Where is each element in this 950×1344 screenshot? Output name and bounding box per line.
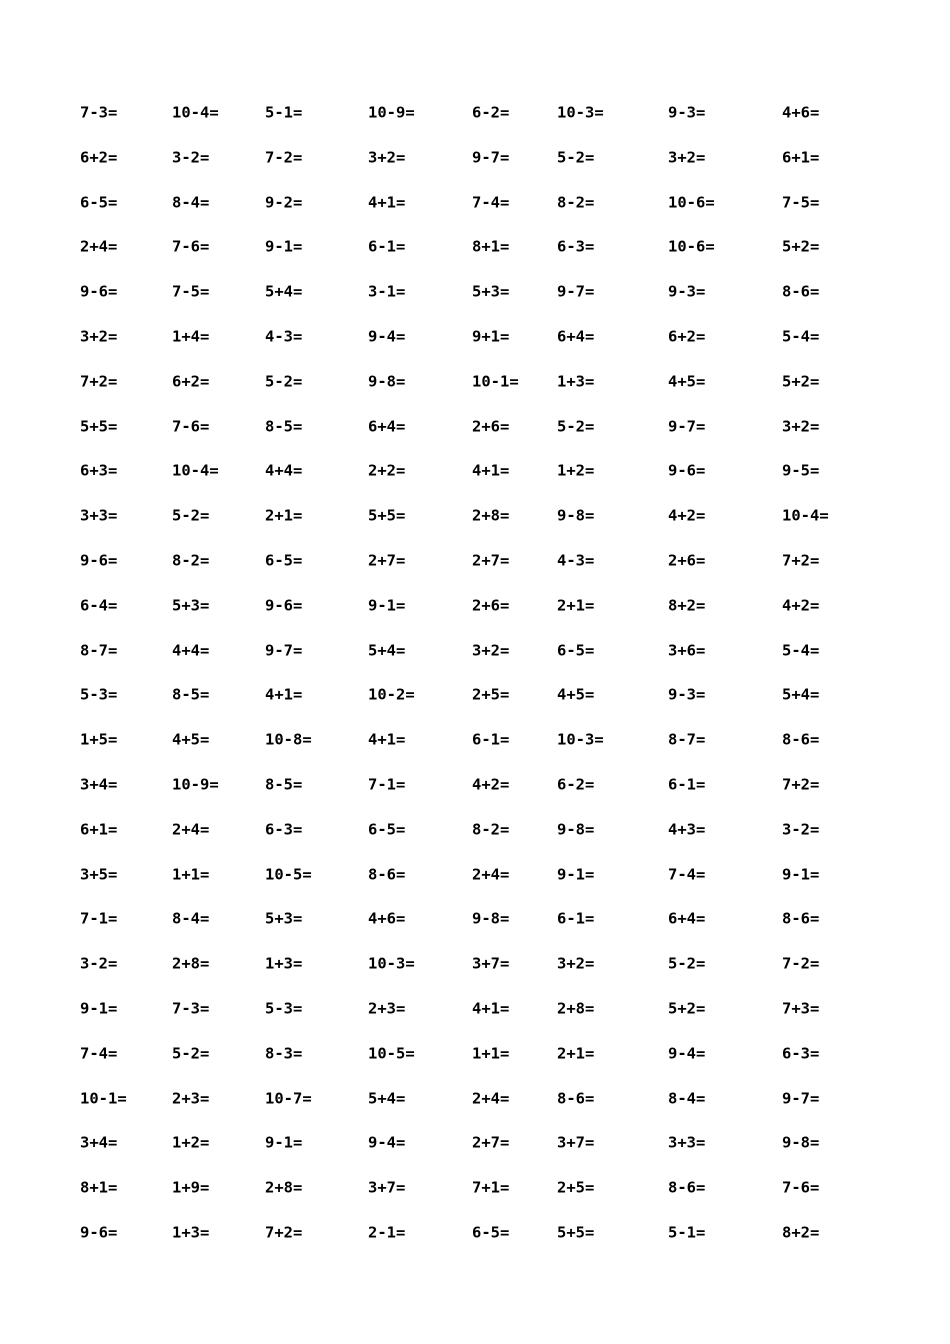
math-problem: 10-4= <box>782 506 829 525</box>
math-problem: 5-4= <box>782 327 820 346</box>
math-problem: 10-4= <box>172 461 219 480</box>
math-problem: 2+8= <box>265 1178 303 1197</box>
math-problem: 4+3= <box>668 820 706 839</box>
math-problem: 3+2= <box>368 148 406 167</box>
math-problem: 6+2= <box>668 327 706 346</box>
math-problem: 3+6= <box>668 640 706 659</box>
math-problem: 6+4= <box>668 909 706 928</box>
math-problem: 4+1= <box>265 685 303 704</box>
math-problem: 4+4= <box>172 640 210 659</box>
math-problem: 10-3= <box>368 954 415 973</box>
math-problem: 7-3= <box>80 103 118 122</box>
math-problem: 5-2= <box>172 506 210 525</box>
math-problem: 3-2= <box>80 954 118 973</box>
math-problem: 6-1= <box>368 237 406 256</box>
math-problem: 8-5= <box>172 685 210 704</box>
math-problem: 7+2= <box>80 372 118 391</box>
math-problem: 10-3= <box>557 103 604 122</box>
math-problem: 8-6= <box>782 909 820 928</box>
math-problem: 6-2= <box>557 775 595 794</box>
math-problem: 3+2= <box>557 954 595 973</box>
math-problem: 10-9= <box>172 775 219 794</box>
math-problem: 3+5= <box>80 864 118 883</box>
math-problem: 9-8= <box>782 1133 820 1152</box>
math-problem: 7+3= <box>782 999 820 1018</box>
math-problem: 5+5= <box>368 506 406 525</box>
math-problem: 8-2= <box>557 192 595 211</box>
math-problem: 7-5= <box>782 192 820 211</box>
math-problem: 6+1= <box>80 820 118 839</box>
math-problem: 8-6= <box>557 1088 595 1107</box>
math-problem: 5-3= <box>80 685 118 704</box>
math-problem: 8-2= <box>472 820 510 839</box>
math-problem: 7+1= <box>472 1178 510 1197</box>
math-problem: 9-1= <box>368 596 406 615</box>
math-problem: 5-2= <box>668 954 706 973</box>
math-problem: 4+5= <box>172 730 210 749</box>
math-problem: 4+1= <box>472 461 510 480</box>
math-problem: 2+3= <box>172 1088 210 1107</box>
math-problem: 5+2= <box>782 237 820 256</box>
math-problem: 2+4= <box>472 1088 510 1107</box>
math-problem: 1+3= <box>172 1223 210 1242</box>
math-problem: 7-1= <box>368 775 406 794</box>
math-problem: 10-8= <box>265 730 312 749</box>
math-problem: 4+5= <box>668 372 706 391</box>
math-problem: 5+4= <box>368 640 406 659</box>
math-problem: 9-6= <box>80 1223 118 1242</box>
math-problem: 6-5= <box>265 551 303 570</box>
math-problem: 9-4= <box>668 1044 706 1063</box>
math-problem: 2+4= <box>80 237 118 256</box>
math-problem: 6+3= <box>80 461 118 480</box>
math-problem: 10-3= <box>557 730 604 749</box>
math-problem: 6+4= <box>368 416 406 435</box>
math-problem: 4+4= <box>265 461 303 480</box>
math-problem: 6-2= <box>472 103 510 122</box>
math-problem: 10-1= <box>80 1088 127 1107</box>
math-problem: 7-6= <box>172 237 210 256</box>
math-problem: 3+3= <box>80 506 118 525</box>
math-problem: 9-1= <box>782 864 820 883</box>
math-problem: 7-4= <box>668 864 706 883</box>
math-problem: 7-6= <box>172 416 210 435</box>
math-problem: 6-5= <box>472 1223 510 1242</box>
math-problem: 5+2= <box>668 999 706 1018</box>
math-problem: 10-6= <box>668 237 715 256</box>
math-problem: 4-3= <box>557 551 595 570</box>
math-problem: 6+1= <box>782 148 820 167</box>
math-problem: 10-9= <box>368 103 415 122</box>
math-problem: 3+4= <box>80 775 118 794</box>
math-problem: 6-5= <box>368 820 406 839</box>
math-problem: 2+6= <box>472 596 510 615</box>
math-problem: 4-3= <box>265 327 303 346</box>
math-problem: 7-2= <box>265 148 303 167</box>
math-problem: 3-2= <box>782 820 820 839</box>
math-problem: 1+1= <box>172 864 210 883</box>
math-problem: 7-3= <box>172 999 210 1018</box>
math-problem: 7+2= <box>265 1223 303 1242</box>
math-problem: 2+8= <box>172 954 210 973</box>
math-problem: 2+5= <box>472 685 510 704</box>
math-problem: 9+1= <box>472 327 510 346</box>
math-problem: 7+2= <box>782 775 820 794</box>
math-problem: 2+2= <box>368 461 406 480</box>
math-problem: 5-2= <box>557 416 595 435</box>
math-problem: 6-3= <box>557 237 595 256</box>
math-problem: 7-2= <box>782 954 820 973</box>
math-problem: 5+4= <box>265 282 303 301</box>
math-problem: 2+7= <box>472 1133 510 1152</box>
math-problem: 9-7= <box>472 148 510 167</box>
math-problem: 7-4= <box>80 1044 118 1063</box>
math-problem: 10-5= <box>265 864 312 883</box>
math-problem: 5+2= <box>782 372 820 391</box>
math-problem: 9-1= <box>265 237 303 256</box>
math-problem: 8-6= <box>668 1178 706 1197</box>
math-problem: 7+2= <box>782 551 820 570</box>
math-problem: 2+4= <box>472 864 510 883</box>
math-problem: 6-3= <box>782 1044 820 1063</box>
math-problem: 9-6= <box>265 596 303 615</box>
math-problem: 9-6= <box>80 282 118 301</box>
math-problem: 1+1= <box>472 1044 510 1063</box>
math-problem: 2+1= <box>557 1044 595 1063</box>
math-problem: 8-5= <box>265 416 303 435</box>
math-problem: 2-1= <box>368 1223 406 1242</box>
math-problem: 2+5= <box>557 1178 595 1197</box>
math-problem: 5-4= <box>782 640 820 659</box>
math-problem: 7-6= <box>782 1178 820 1197</box>
math-problem: 9-6= <box>80 551 118 570</box>
math-problem: 9-7= <box>265 640 303 659</box>
math-problem: 8-4= <box>172 909 210 928</box>
math-problem: 2+6= <box>472 416 510 435</box>
math-problem: 4+2= <box>472 775 510 794</box>
math-problem: 1+3= <box>557 372 595 391</box>
math-problem: 2+1= <box>265 506 303 525</box>
math-problem: 4+1= <box>368 730 406 749</box>
math-problem: 9-4= <box>368 327 406 346</box>
math-problem: 3-1= <box>368 282 406 301</box>
math-problem: 2+7= <box>472 551 510 570</box>
math-problem: 2+6= <box>668 551 706 570</box>
math-problem: 1+2= <box>172 1133 210 1152</box>
math-problem: 5-2= <box>557 148 595 167</box>
math-problem: 8+1= <box>472 237 510 256</box>
math-problem: 6-1= <box>557 909 595 928</box>
math-problem: 5-3= <box>265 999 303 1018</box>
math-problem: 8-6= <box>782 730 820 749</box>
math-problem: 8-7= <box>668 730 706 749</box>
math-problem: 3+2= <box>668 148 706 167</box>
math-problem: 8-6= <box>782 282 820 301</box>
math-problem: 6+2= <box>80 148 118 167</box>
math-problem: 3-2= <box>172 148 210 167</box>
math-problem: 10-1= <box>472 372 519 391</box>
math-problem: 6-4= <box>80 596 118 615</box>
math-problem: 5-2= <box>172 1044 210 1063</box>
math-problem: 6-5= <box>80 192 118 211</box>
math-problem: 3+7= <box>472 954 510 973</box>
math-problem: 10-7= <box>265 1088 312 1107</box>
math-problem: 4+6= <box>782 103 820 122</box>
math-problem: 5-1= <box>668 1223 706 1242</box>
math-problem: 3+4= <box>80 1133 118 1152</box>
math-problem: 5+3= <box>472 282 510 301</box>
math-problem: 4+2= <box>668 506 706 525</box>
math-problem: 8-7= <box>80 640 118 659</box>
math-problem: 10-4= <box>172 103 219 122</box>
math-problem: 2+1= <box>557 596 595 615</box>
math-problem: 6+4= <box>557 327 595 346</box>
math-problem: 5+5= <box>80 416 118 435</box>
math-problem: 6-5= <box>557 640 595 659</box>
math-problem: 9-3= <box>668 685 706 704</box>
math-problem: 2+7= <box>368 551 406 570</box>
math-problem: 9-1= <box>557 864 595 883</box>
math-problem: 1+4= <box>172 327 210 346</box>
math-problem: 4+1= <box>472 999 510 1018</box>
math-problem: 1+2= <box>557 461 595 480</box>
math-problem: 8-3= <box>265 1044 303 1063</box>
math-problem: 3+2= <box>782 416 820 435</box>
math-problem: 9-6= <box>668 461 706 480</box>
math-problem: 9-1= <box>80 999 118 1018</box>
math-problem: 8-5= <box>265 775 303 794</box>
math-problem: 10-2= <box>368 685 415 704</box>
math-problem: 5+4= <box>368 1088 406 1107</box>
math-problem: 7-1= <box>80 909 118 928</box>
math-problem: 9-7= <box>557 282 595 301</box>
math-problem: 8-4= <box>668 1088 706 1107</box>
math-problem: 3+2= <box>80 327 118 346</box>
math-problem: 9-5= <box>782 461 820 480</box>
math-problem: 9-1= <box>265 1133 303 1152</box>
math-problem: 4+5= <box>557 685 595 704</box>
math-problem: 8-4= <box>172 192 210 211</box>
math-problem: 6-1= <box>668 775 706 794</box>
math-problem: 3+3= <box>668 1133 706 1152</box>
math-problem: 3+7= <box>557 1133 595 1152</box>
math-problem: 9-8= <box>472 909 510 928</box>
math-problem: 9-7= <box>782 1088 820 1107</box>
math-problem: 2+8= <box>557 999 595 1018</box>
math-problem: 5+3= <box>172 596 210 615</box>
math-problem: 9-7= <box>668 416 706 435</box>
math-problem: 4+1= <box>368 192 406 211</box>
math-problem: 4+2= <box>782 596 820 615</box>
math-problem: 3+2= <box>472 640 510 659</box>
math-problem: 7-5= <box>172 282 210 301</box>
math-problem: 9-3= <box>668 282 706 301</box>
math-problem: 6+2= <box>172 372 210 391</box>
math-problem: 5+4= <box>782 685 820 704</box>
math-problem: 2+3= <box>368 999 406 1018</box>
math-problem: 9-8= <box>557 506 595 525</box>
math-problem: 2+8= <box>472 506 510 525</box>
math-problem: 6-3= <box>265 820 303 839</box>
math-problem: 9-8= <box>557 820 595 839</box>
math-problem: 8+1= <box>80 1178 118 1197</box>
math-problem: 5-1= <box>265 103 303 122</box>
math-problem: 9-3= <box>668 103 706 122</box>
math-problem: 10-6= <box>668 192 715 211</box>
math-problem: 7-4= <box>472 192 510 211</box>
math-problem: 8-2= <box>172 551 210 570</box>
math-problem: 5+5= <box>557 1223 595 1242</box>
math-problem: 5+3= <box>265 909 303 928</box>
math-problem: 2+4= <box>172 820 210 839</box>
math-problem: 9-4= <box>368 1133 406 1152</box>
math-problem: 4+6= <box>368 909 406 928</box>
math-problem: 3+7= <box>368 1178 406 1197</box>
math-problem: 1+5= <box>80 730 118 749</box>
math-problem: 8+2= <box>668 596 706 615</box>
math-problem: 6-1= <box>472 730 510 749</box>
math-problem: 9-8= <box>368 372 406 391</box>
math-problem: 9-2= <box>265 192 303 211</box>
math-problem: 8+2= <box>782 1223 820 1242</box>
math-problem: 5-2= <box>265 372 303 391</box>
math-problem: 1+9= <box>172 1178 210 1197</box>
math-problem: 1+3= <box>265 954 303 973</box>
math-problem: 8-6= <box>368 864 406 883</box>
math-problem: 10-5= <box>368 1044 415 1063</box>
